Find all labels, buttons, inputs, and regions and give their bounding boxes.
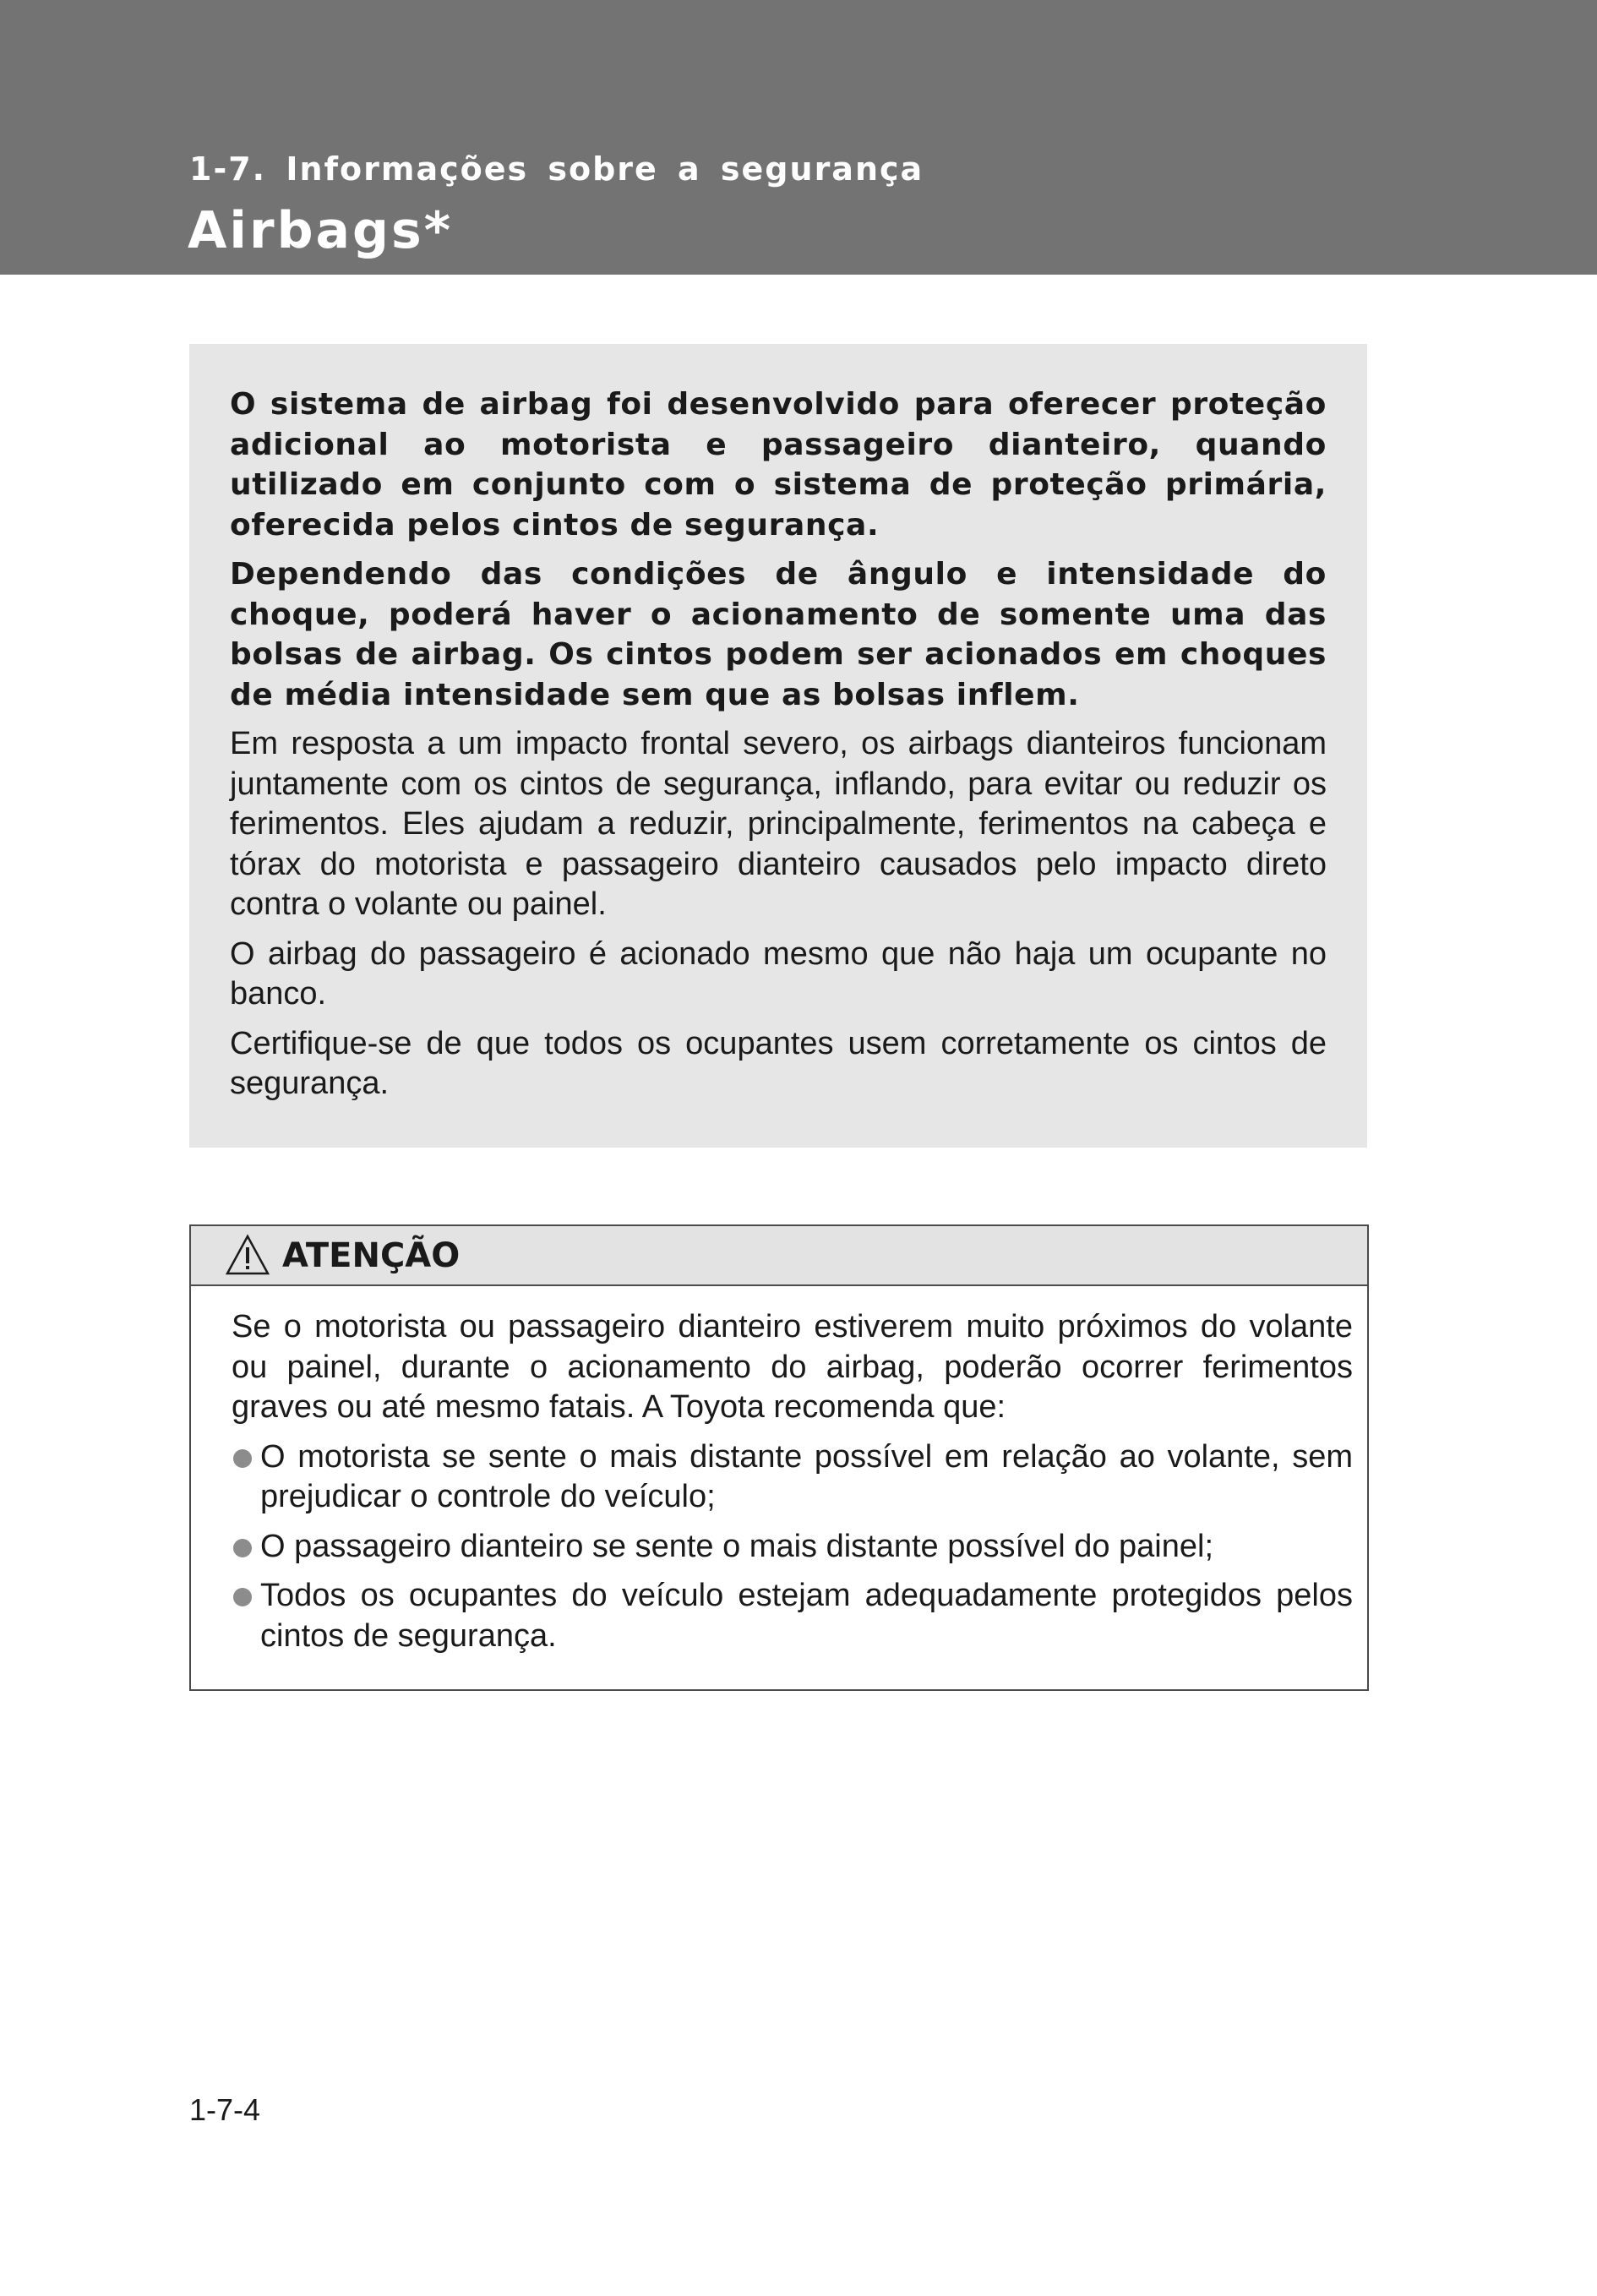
warning-triangle-icon [225, 1234, 270, 1276]
page-title: Airbags* [188, 201, 454, 260]
caution-intro-text: Se o motorista ou passageiro dianteiro estiverem muito próximos do volante ou painel, durante o acionamento do airbag, poderão ocorrer ferimentos graves ou até mesmo fatais. A Toyota recomenda que: [232, 1309, 1353, 1425]
header-band [0, 0, 1597, 275]
caution-body [232, 1307, 1353, 1666]
intro-paragraph: Dependendo das condições de ângulo e intensidade do choque, poderá haver o acionamento de somente uma das bolsas de airbag. Os cintos podem ser acionados em choques de média intensidade sem que as bolsas inflem. [230, 557, 1327, 712]
list-item [232, 1576, 1353, 1656]
bullet-icon [233, 1449, 252, 1468]
intro-paragraph: O sistema de airbag foi desenvolvido para oferecer proteção adicional ao motorista e passageiro dianteiro, quando utilizado em conjunto com o sistema de proteção primária, oferecida pelos cintos de segurança. [230, 387, 1327, 543]
caution-title: ATENÇÃO [282, 1236, 461, 1275]
list-item [232, 1437, 1353, 1518]
list-item-text: O passageiro dianteiro se sente o mais distante possível do painel; [260, 1528, 1213, 1564]
list-item [232, 1527, 1353, 1568]
bullet-icon [233, 1588, 252, 1606]
intro-content [230, 384, 1327, 1114]
list-item-text: Todos os ocupantes do veículo estejam adequadamente protegidos pelos cintos de segurança. [260, 1578, 1353, 1654]
caution-header [191, 1226, 1367, 1286]
bullet-icon [233, 1539, 252, 1557]
intro-paragraph: O airbag do passageiro é acionado mesmo que não haja um ocupante no banco. [230, 935, 1327, 1012]
page-number: 1-7-4 [189, 2092, 261, 2127]
section-label: 1-7. Informações sobre a segurança [189, 150, 924, 188]
list-item-text: O motorista se sente o mais distante possível em relação ao volante, sem prejudicar o controle do veículo; [260, 1438, 1353, 1514]
intro-paragraph: Em resposta a um impacto frontal severo, os airbags dianteiros funcionam juntamente com os cintos de segurança, inflando, para evitar ou reduzir os ferimentos. Eles ajudam a reduzir, principalmente, ferimentos na cabeça e tórax do motorista e passageiro dianteiro causados pelo impacto direto contra o volante ou painel. [230, 726, 1327, 922]
intro-paragraph: Certifique-se de que todos os ocupantes usem corretamente os cintos de segurança. [230, 1025, 1327, 1101]
caution-list [232, 1437, 1353, 1657]
caution-box [189, 1224, 1369, 1691]
intro-box [189, 344, 1367, 1148]
